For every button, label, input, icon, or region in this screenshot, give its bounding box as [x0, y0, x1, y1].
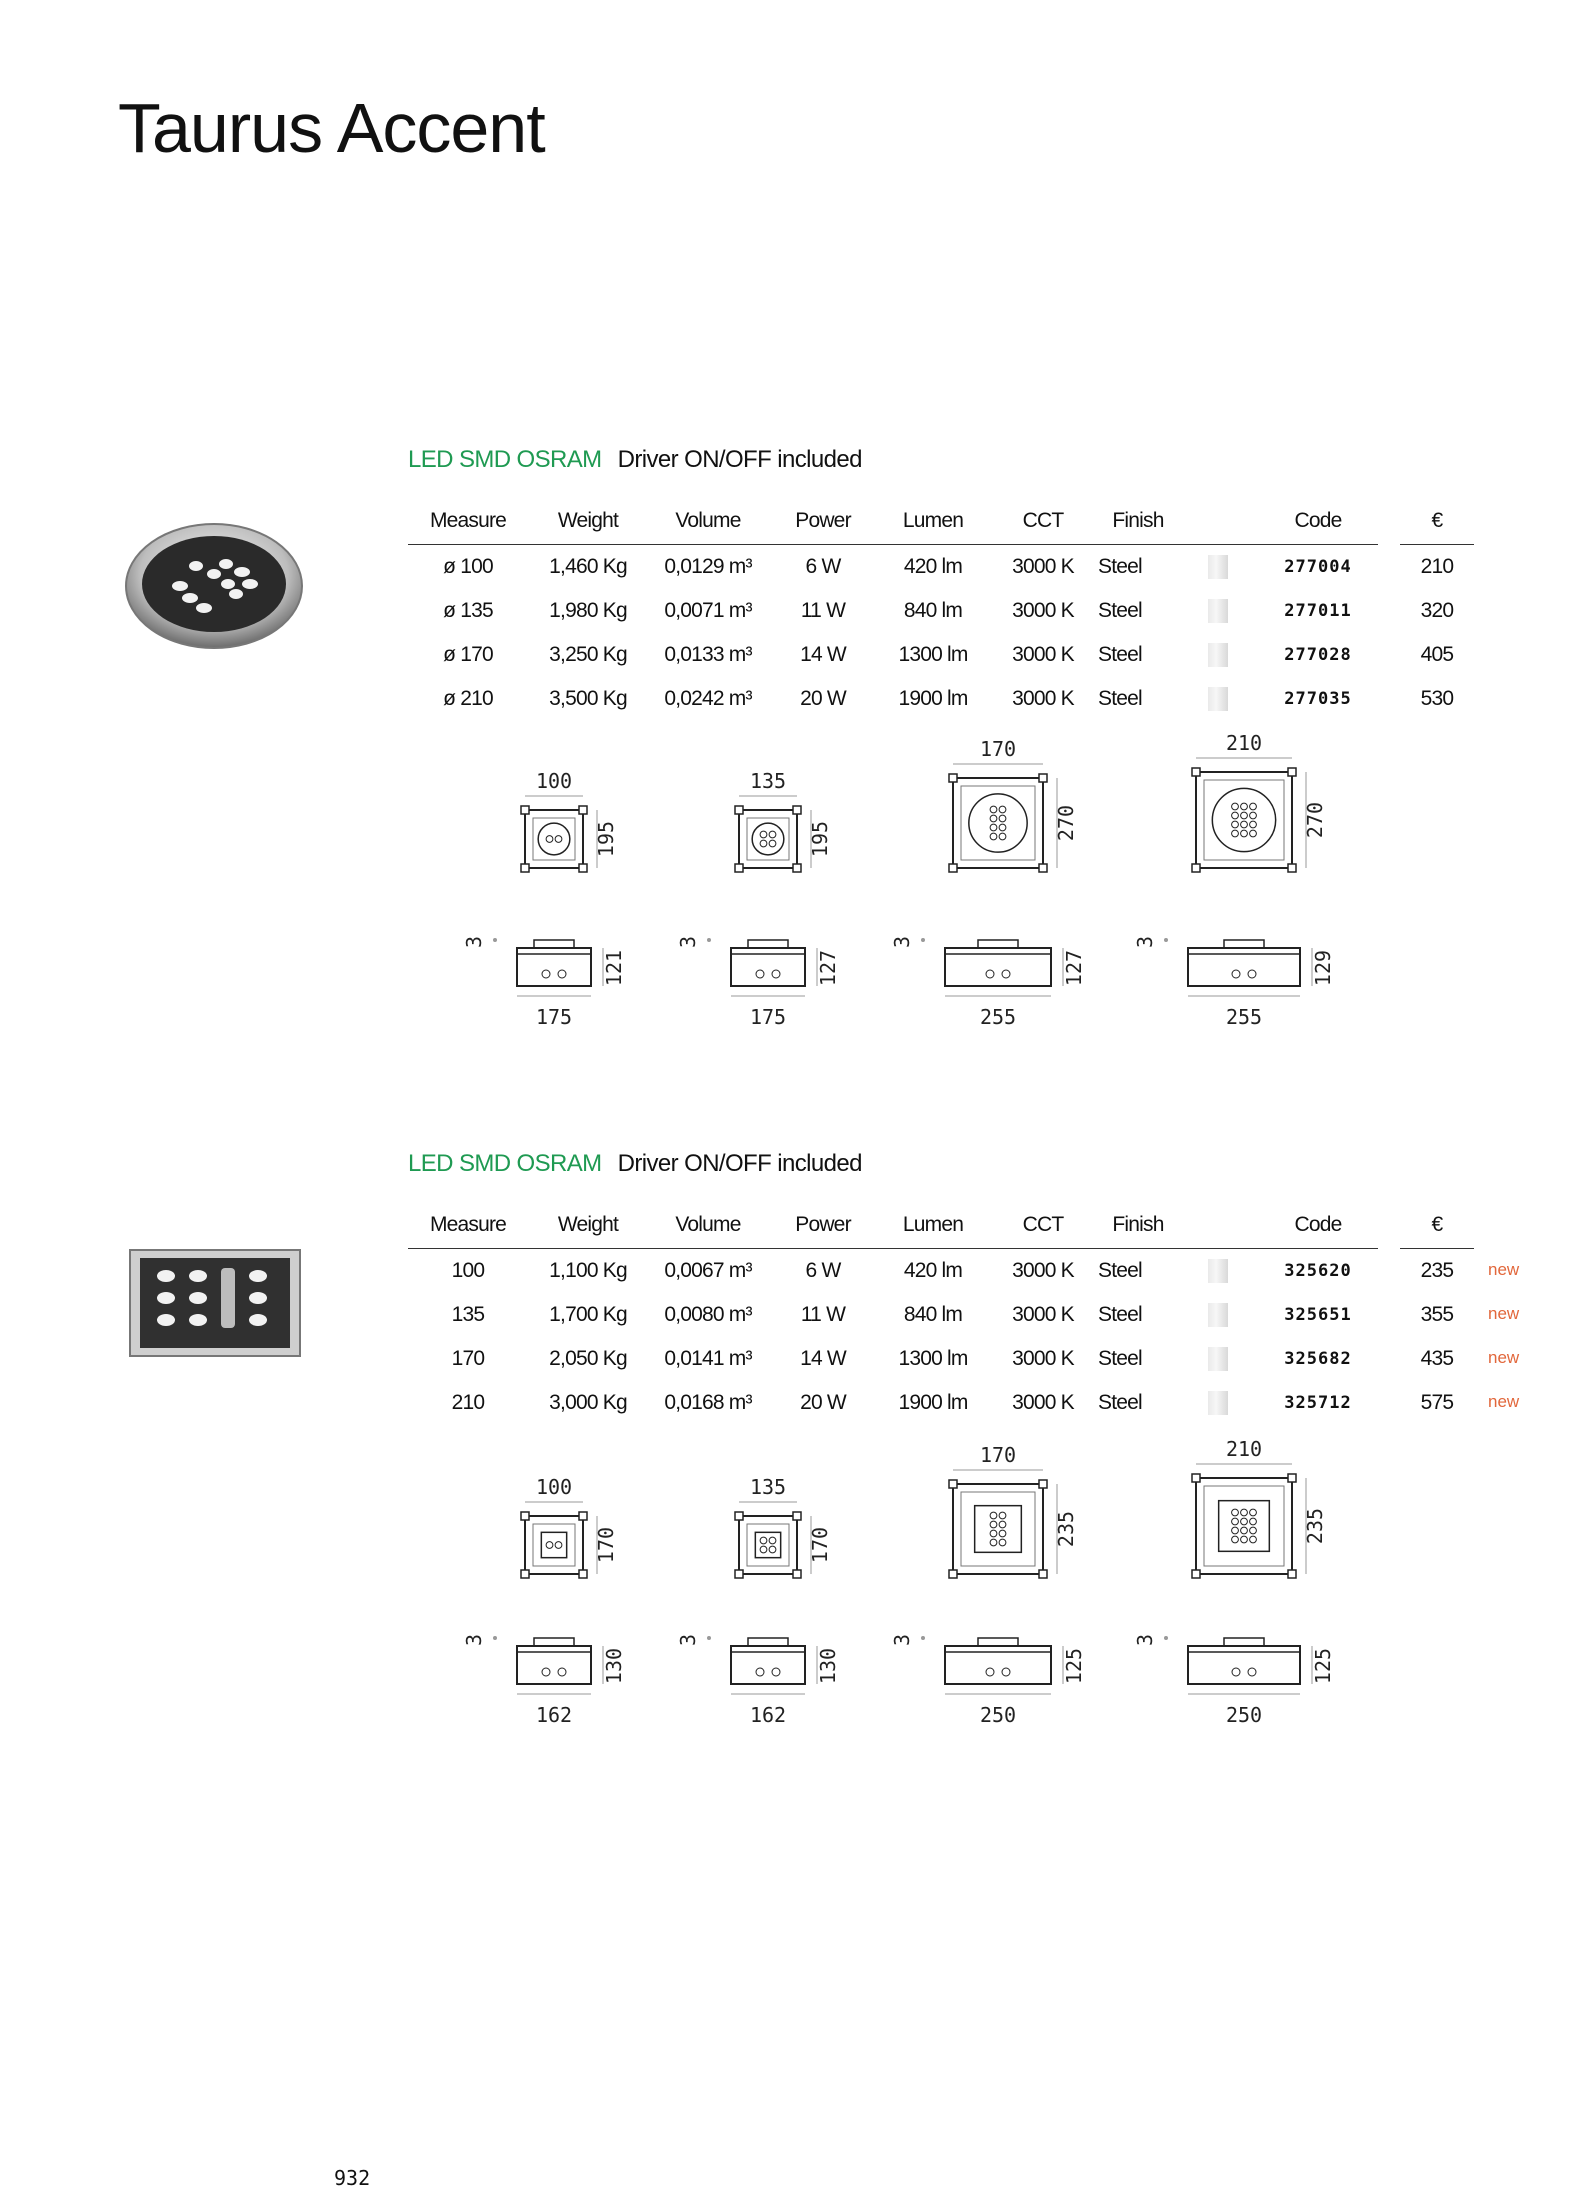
- dimension-height: 125: [1311, 1647, 1335, 1685]
- cell-volume: 0,0071 m³: [664, 599, 752, 622]
- dimension-top: 210: [1225, 731, 1263, 755]
- cell-power: 6 W: [805, 555, 841, 578]
- cell-cct: 3000 K: [1012, 555, 1074, 578]
- header-power: Power: [768, 498, 878, 545]
- dimension-side: 170: [594, 1526, 618, 1564]
- cell-finish: Steel: [1098, 1259, 1142, 1282]
- dimension-bottom: 162: [749, 1703, 787, 1727]
- header-cct: CCT: [988, 498, 1098, 545]
- dimension-side: 195: [594, 820, 618, 858]
- dimension-bottom: 255: [979, 1005, 1017, 1029]
- dimension-height: 121: [602, 949, 626, 987]
- cell-volume: 0,0168 m³: [664, 1391, 752, 1414]
- dimension-top: 100: [535, 769, 573, 793]
- cell-cct: 3000 K: [1012, 687, 1074, 710]
- cell-volume: 0,0141 m³: [664, 1347, 752, 1370]
- cell-cct: 3000 K: [1012, 1391, 1074, 1414]
- driver-label: Driver ON/OFF included: [617, 1150, 862, 1177]
- cell-weight: 3,500 Kg: [549, 687, 627, 710]
- cell-power: 14 W: [800, 1347, 846, 1370]
- dimension-side: 195: [808, 820, 832, 858]
- cell-lumen: 840 lm: [903, 1303, 963, 1326]
- cell-finish: Steel: [1098, 555, 1142, 578]
- cell-weight: 1,100 Kg: [549, 1259, 627, 1282]
- cell-price: 235: [1420, 1259, 1454, 1282]
- dimension-height: 125: [1062, 1647, 1086, 1685]
- dimension-height: 129: [1311, 949, 1335, 987]
- cell-finish: Steel: [1098, 599, 1142, 622]
- cell-volume: 0,0080 m³: [664, 1303, 752, 1326]
- dimension-bottom: 175: [749, 1005, 787, 1029]
- cell-price: 320: [1420, 599, 1454, 622]
- cell-power: 11 W: [800, 599, 846, 622]
- fixture-drawing: [921, 764, 1063, 996]
- cell-lumen: 1300 lm: [898, 643, 968, 666]
- cell-price: 435: [1420, 1347, 1454, 1370]
- cell-lumen: 840 lm: [903, 599, 963, 622]
- cell-volume: 0,0242 m³: [664, 687, 752, 710]
- cell-finish: Steel: [1098, 687, 1142, 710]
- driver-label: Driver ON/OFF included: [617, 446, 862, 473]
- cell-code: 325682: [1284, 1349, 1352, 1369]
- cell-weight: 2,050 Kg: [549, 1347, 627, 1370]
- dimension-bottom: 255: [1225, 1005, 1263, 1029]
- dimension-flange: 3: [676, 935, 700, 949]
- cell-cct: 3000 K: [1012, 1259, 1074, 1282]
- fixture-drawing: [493, 1502, 603, 1694]
- header-price: €: [1400, 1202, 1474, 1249]
- header-lumen: Lumen: [878, 1202, 988, 1249]
- cell-measure: ø 210: [443, 687, 493, 710]
- header-volume: Volume: [648, 1202, 768, 1249]
- header-lumen: Lumen: [878, 498, 988, 545]
- dimension-top: 170: [979, 1443, 1017, 1467]
- cell-weight: 1,980 Kg: [549, 599, 627, 622]
- header-code: Code: [1258, 1202, 1378, 1249]
- cell-volume: 0,0067 m³: [664, 1259, 752, 1282]
- dimension-top: 100: [535, 1475, 573, 1499]
- header-power: Power: [768, 1202, 878, 1249]
- cell-price: 530: [1420, 687, 1454, 710]
- cell-code: 277011: [1284, 601, 1352, 621]
- cell-finish: Steel: [1098, 1391, 1142, 1414]
- cell-price: 355: [1420, 1303, 1454, 1326]
- cell-power: 14 W: [800, 643, 846, 666]
- cell-lumen: 420 lm: [903, 1259, 963, 1282]
- fixture-drawing: [921, 1470, 1063, 1694]
- dimension-height: 127: [1062, 949, 1086, 987]
- fixture-drawing: [707, 796, 817, 996]
- cell-power: 6 W: [805, 1259, 841, 1282]
- dimension-side: 170: [808, 1526, 832, 1564]
- cell-volume: 0,0129 m³: [664, 555, 752, 578]
- cell-cct: 3000 K: [1012, 1347, 1074, 1370]
- new-badge: new: [1488, 1304, 1520, 1323]
- header-measure: Measure: [408, 1202, 528, 1249]
- dimension-bottom: 250: [1225, 1703, 1263, 1727]
- header-price: €: [1400, 498, 1474, 545]
- cell-power: 20 W: [800, 687, 846, 710]
- cell-finish: Steel: [1098, 1347, 1142, 1370]
- cell-price: 575: [1420, 1391, 1454, 1414]
- cell-weight: 3,000 Kg: [549, 1391, 627, 1414]
- dimension-flange: 3: [1133, 935, 1157, 949]
- cell-cct: 3000 K: [1012, 1303, 1074, 1326]
- cell-price: 210: [1420, 555, 1454, 578]
- dimension-top: 170: [979, 737, 1017, 761]
- dimension-flange: 3: [890, 935, 914, 949]
- dimension-top: 135: [749, 769, 787, 793]
- dimension-side: 270: [1054, 804, 1078, 842]
- cell-measure: 135: [451, 1303, 485, 1326]
- light-source-label: LED SMD OSRAM: [408, 1150, 602, 1177]
- cell-measure: 210: [451, 1391, 485, 1414]
- header-finish: Finish: [1098, 498, 1178, 545]
- fixture-drawing: [493, 796, 603, 996]
- dimension-height: 130: [602, 1647, 626, 1685]
- dimension-bottom: 175: [535, 1005, 573, 1029]
- cell-finish: Steel: [1098, 1303, 1142, 1326]
- dimension-height: 127: [816, 949, 840, 987]
- cell-cct: 3000 K: [1012, 643, 1074, 666]
- cell-code: 277028: [1284, 645, 1352, 665]
- dimension-top: 210: [1225, 1437, 1263, 1461]
- cell-price: 405: [1420, 643, 1454, 666]
- page-title: Taurus Accent: [118, 89, 545, 167]
- dimension-bottom: 162: [535, 1703, 573, 1727]
- dimension-top: 135: [749, 1475, 787, 1499]
- cell-weight: 1,460 Kg: [549, 555, 627, 578]
- cell-code: 325620: [1284, 1261, 1352, 1281]
- page-number: 932: [334, 2166, 371, 2190]
- cell-finish: Steel: [1098, 643, 1142, 666]
- new-badge: new: [1488, 1392, 1520, 1411]
- header-finish: Finish: [1098, 1202, 1178, 1249]
- fixture-drawing: [1164, 1464, 1312, 1694]
- dimension-bottom: 250: [979, 1703, 1017, 1727]
- cell-code: 325651: [1284, 1305, 1352, 1325]
- dimension-side: 270: [1303, 801, 1327, 839]
- cell-lumen: 1300 lm: [898, 1347, 968, 1370]
- cell-power: 20 W: [800, 1391, 846, 1414]
- new-badge: new: [1488, 1348, 1520, 1367]
- light-source-label: LED SMD OSRAM: [408, 446, 602, 473]
- dimension-side: 235: [1054, 1510, 1078, 1548]
- cell-code: 325712: [1284, 1393, 1352, 1413]
- new-badge: new: [1488, 1260, 1520, 1279]
- cell-measure: 100: [451, 1259, 485, 1282]
- cell-measure: ø 100: [443, 555, 493, 578]
- cell-measure: 170: [451, 1347, 485, 1370]
- dimension-flange: 3: [1133, 1633, 1157, 1647]
- cell-lumen: 420 lm: [903, 555, 963, 578]
- dimension-flange: 3: [462, 935, 486, 949]
- dimension-height: 130: [816, 1647, 840, 1685]
- header-weight: Weight: [528, 498, 648, 545]
- cell-lumen: 1900 lm: [898, 687, 968, 710]
- fixture-drawing: [707, 1502, 817, 1694]
- header-weight: Weight: [528, 1202, 648, 1249]
- cell-measure: ø 135: [443, 599, 493, 622]
- cell-code: 277035: [1284, 689, 1352, 709]
- cell-weight: 3,250 Kg: [549, 643, 627, 666]
- header-code: Code: [1258, 498, 1378, 545]
- fixture-drawing: [1164, 758, 1312, 996]
- dimension-flange: 3: [890, 1633, 914, 1647]
- cell-code: 277004: [1284, 557, 1352, 577]
- cell-measure: ø 170: [443, 643, 493, 666]
- cell-volume: 0,0133 m³: [664, 643, 752, 666]
- cell-cct: 3000 K: [1012, 599, 1074, 622]
- dimension-side: 235: [1303, 1507, 1327, 1545]
- dimension-flange: 3: [462, 1633, 486, 1647]
- dimension-flange: 3: [676, 1633, 700, 1647]
- header-measure: Measure: [408, 498, 528, 545]
- cell-power: 11 W: [800, 1303, 846, 1326]
- header-volume: Volume: [648, 498, 768, 545]
- cell-lumen: 1900 lm: [898, 1391, 968, 1414]
- cell-weight: 1,700 Kg: [549, 1303, 627, 1326]
- header-cct: CCT: [988, 1202, 1098, 1249]
